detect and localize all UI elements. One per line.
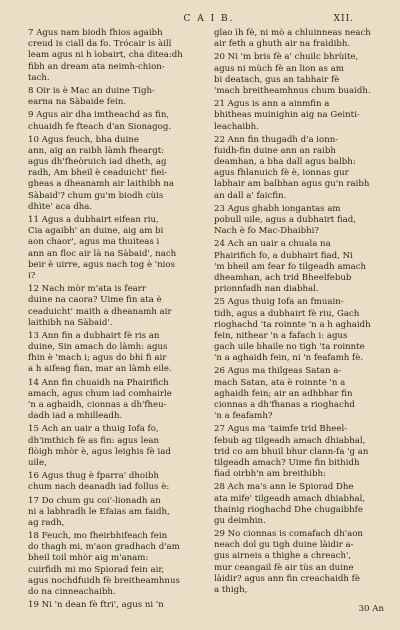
chapter-number: XII. [333,14,354,24]
text-line: ata mife' tilgeadh amach dhiabhal, [214,493,366,504]
verse [28,28,204,84]
verse [214,204,390,238]
text-line: febub ag tilgeadh amach dhiabhal, [214,435,366,446]
verse [214,424,390,480]
running-header [28,14,390,26]
verse [28,378,204,423]
text-columns [28,28,390,613]
text-line: 27 Agus ma 'taimfe trid Bheel- [214,424,348,435]
catchword: 30 An [358,604,384,614]
text-line: agus fhlanuich fè è, ionnas gur [214,168,349,179]
text-line: fein, nithear 'n a fafach i: agus [214,330,348,341]
text-line: neach dol gu tigh duine làidir a- [214,540,354,551]
text-line: creud is ciall da fo. Trócair is àill [28,39,172,50]
text-line: dheamhan, ach trid Bheelfebub [214,272,352,283]
text-line: leachaibh. [214,121,259,132]
text-line: rioghachd 'ta roinnte 'n a h aghaidh [214,319,371,330]
text-line: uile, [28,457,47,468]
text-line: 14 Ann fin chuaidh na Phairifich [28,377,169,388]
text-line: Nach è fo Mac-Dhaibhi? [214,226,319,237]
text-line: 23 Agus ghabh iongantas am [214,203,341,214]
text-line: 10 Agus feuch, bha duine [28,134,139,145]
text-line: ni a labhradh le Efaias am faidh, [28,506,170,517]
header-title: C A I B. [183,14,235,24]
text-line: agus ni mùch fè an lion as am [214,63,344,74]
text-line: gus airneis a thighe a chreach', [214,551,352,562]
verse [214,135,390,202]
verse [28,135,204,213]
text-line: mur ceangail fè air tùs an duine [214,562,354,573]
text-line: earna na Sàbaide fein. [28,97,127,108]
text-line: 8 Oir is è Mac an duine Tigh- [28,85,155,96]
text-line: 'mach breitheamhnus chum buaidh. [214,85,371,96]
text-line: labhair am balbhan agus gu'n raibh [214,179,370,190]
text-line: aon chaor', agus ma thuiteas i [28,237,160,248]
text-line: 11 Agus a dubhairt eifean riu, [28,215,159,225]
text-line: 15 Ach an uair a thuig Iofa fo, [28,424,159,435]
text-line: flòigh mhòr è, agus leighis fè iad [28,446,171,457]
verse [28,496,204,530]
text-line: 24 Ach an uair a chuala na [214,239,331,250]
text-line: aghaidh fein; air an adhbhar fin [214,388,353,399]
text-line: tilgeadh amach? Uime fin bithidh [214,457,360,468]
text-line: a thigh, [214,585,248,595]
text-line: làidir? agus ann fin creachaidh fè [214,573,360,584]
text-line: 13 Ann fin a dubhairt fè ris an [28,330,160,341]
text-line: 17 Do chum gu coi'-lionadh an [28,495,161,506]
text-line: Phairifich fo, a dubhairt fiad, Ni [214,250,353,261]
text-line: fhin è 'mach i; agus do bhì fi air [28,353,167,364]
verse [214,297,390,364]
text-line: laithibh na Sàbaid'. [28,317,113,328]
text-line: fuidh-fin duine ann an raibh [214,145,336,156]
text-line: duine na caora? Uime fin ata è [28,295,162,306]
text-line: ag radh, [28,517,65,528]
text-line: chuaidh fe fteach d'an Sionagog. [28,121,172,132]
text-line: beir è uirre, agus nach tog è 'nios [28,259,175,270]
text-line: thainig rioghachd Dhe chugaibhfe [214,504,363,515]
text-line: pobull uile, agus a dubhairt fiad, [214,215,357,225]
text-line: 'n a feafamh? [214,411,273,422]
text-line: 26 Agus ma thilgeas Satan a- [214,366,342,377]
left-column [28,28,204,613]
verse [214,529,390,596]
text-line: bheil toil mhòr aig m'anam: [28,553,149,564]
text-line: 'm bheil am fear fo tilgeadh amach [214,261,367,272]
verse [214,99,390,133]
text-line: 29 No cionnas is comafach dh'aon [214,529,363,540]
text-line: 19 Ni 'n dean fè ftri', agus ni 'n [28,600,164,611]
text-line: an dall a' faicfin. [214,190,287,201]
text-line: gheas a dheanamh air laithibh na [28,179,175,190]
text-line: bi deatach, gus an tabhair fè [214,74,340,85]
text-line: chum nach deanadh iad follus è: [28,482,170,493]
text-line: dadh iad a mhilleadh. [28,411,123,422]
text-line: fibh an dream ata neimh-chion- [28,61,165,72]
text-line: ceaduicht' maith a dheanamh air [28,306,172,317]
text-line: tidh, agus a dubhairt fè riu, Gach [214,308,360,319]
verse [28,600,204,611]
text-line: 28 Ach ma's ann le Spiorad Dhe [214,482,354,493]
text-line: 22 Ann fin thugadh d'a ionn- [214,134,339,145]
text-line: radh, Am bheil è ceaduicht' fiei- [28,168,168,179]
text-line: prionnfadh nan diabhal. [214,284,319,295]
text-line: 25 Agus thuig Iofa an fmuain- [214,297,344,308]
text-line: 9 Agus air dha imtheachd as fin, [28,110,170,121]
text-line: Cia agaibh' an duine, aig am bi [28,226,164,237]
text-line: glao ìh fè, ni mò a chluinneas neach [214,28,371,38]
text-line: cuirfidh mi mo Spiorad fein air, [28,564,165,575]
text-line: 18 Feuch, mo fheirbhifeach fein [28,531,168,542]
text-line: 'n a aghaidh fein, ni 'n feafamh fè. [214,353,364,364]
text-line: agus nochdfuidh fè breitheamhnus [28,575,180,586]
text-line: tach. [28,72,50,83]
verse [28,86,204,108]
right-column [214,28,390,613]
text-line: gu deimhin. [214,515,266,526]
text-line: trid co am bhuil bhur clann-fa 'g an [214,446,369,457]
text-line: 16 Agus thug è fparra' dhoibh [28,471,159,482]
verse [28,471,204,493]
verse [214,28,390,50]
text-line: bhitheas muinighin aig na Geinti- [214,110,360,121]
text-line: duine, Sin amach do làmh: agus [28,342,168,353]
text-line: mach Satan, ata è roinnte 'n a [214,377,346,388]
text-line: 20 Ni 'm bris fè a' chuilc bhrùite, [214,52,359,63]
verse [28,531,204,598]
verse [214,52,390,97]
text-line: a h aifeag fian, mar an làmh eile. [28,364,172,375]
verse [28,424,204,469]
text-line: cionnas a dh'fhanas a rioghachd [214,400,355,410]
text-line: 21 Agus is ann a ainmfin a [214,99,330,110]
text-line: do thagh mi, m'aon gradhach d'am [28,542,180,553]
text-line: dhìte' aca dha. [28,201,93,212]
text-line: i? [28,270,36,281]
text-line: 'n a aghaidh, cionnas a dh'fheu- [28,400,167,410]
text-line: 7 Agus nam biodh fhios agaibh [28,28,163,38]
text-line: gach uile bhaile no tigh 'ta roinnte [214,342,365,353]
text-line: amach, agus chum iad comhairle [28,388,172,399]
verse [214,366,390,422]
text-line: ann, aig an raibh làmh fheargt: [28,145,165,156]
verse [28,215,204,282]
text-line: dh'imthich fè as fin: agus lean [28,435,160,446]
verse [28,110,204,132]
text-line: do na cinneachaibh. [28,587,116,597]
text-line: leam agus ni h ìobairt, cha dìtea:dh [28,50,183,61]
text-line: Sàbaid'? chum gu'm biodh cùis [28,190,164,201]
verse [214,482,390,527]
verse [28,331,204,376]
verse [28,284,204,329]
text-line: air feth a ghuth air na fraìdibh. [214,39,351,50]
text-line: ann an floc air là na Sàbaid', nach [28,248,177,259]
text-line: deamhan, a bha dall agus balbh: [214,157,356,168]
text-line: 12 Nach mòr m'ata is fearr [28,284,146,295]
text-line: fiad oirbh'n am breithibh: [214,469,326,480]
text-line: agus dh'fheòruich iad dheth, ag [28,157,167,168]
verse [214,239,390,295]
